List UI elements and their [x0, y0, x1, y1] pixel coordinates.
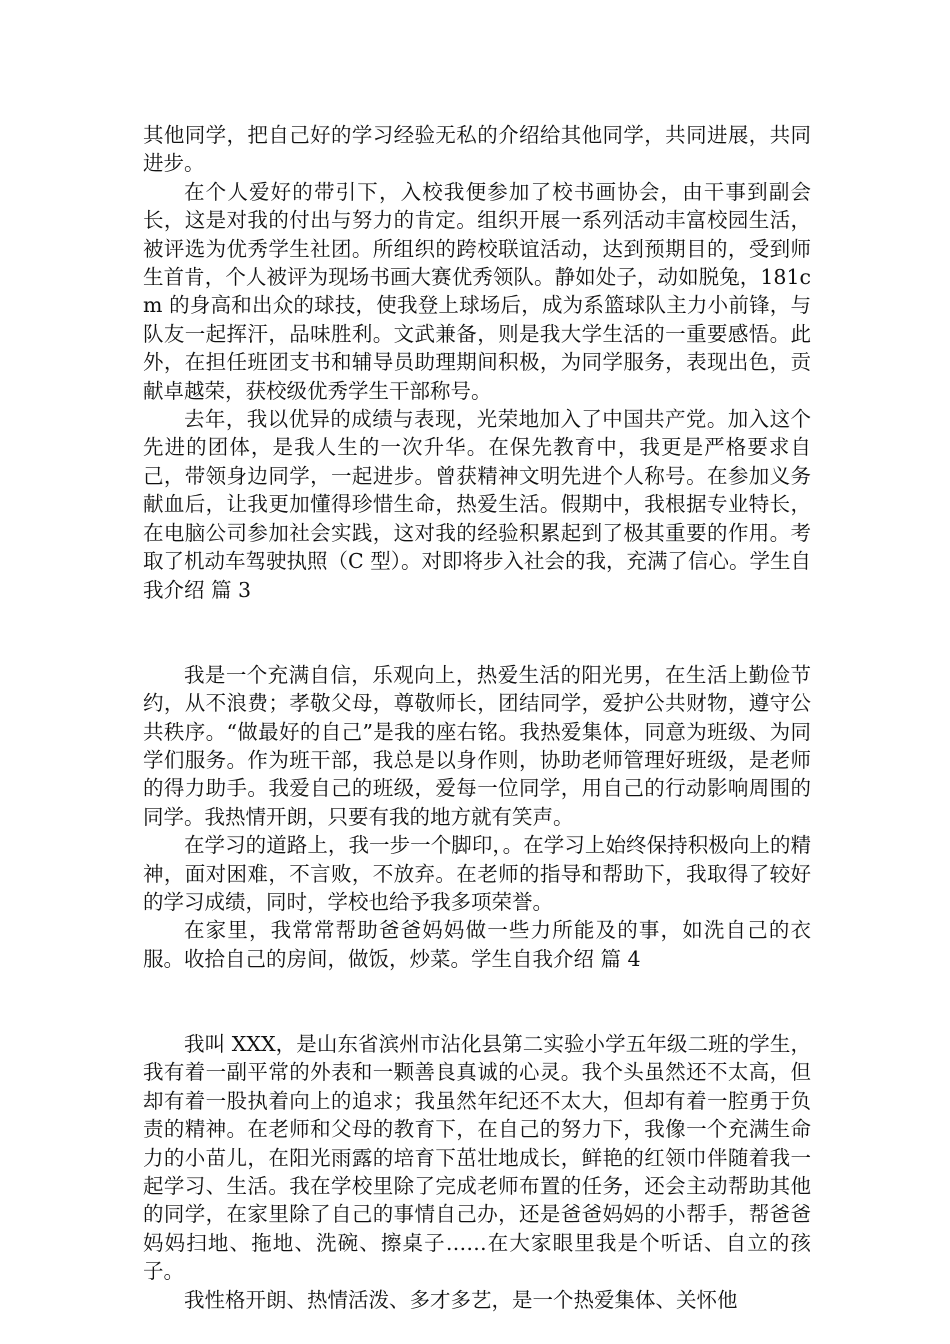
paragraph-personality: 我性格开朗、热情活泼、多才多艺，是一个热爱集体、关怀他: [184, 1287, 738, 1312]
paragraph-party-membership: 去年，我以优异的成绩与表现，光荣地加入了中国共产党。加入这个先进的团体，是我人生的一次升华。在保先教育中，我更是严格要求自己，带领身边同学，一起进步。曾获精神文明先进个人称号。在参加义务献血后，让我更加懂得珍惜生命，热爱生活。假期中，我根据专业特长，在电脑公司参加社会实践，这对我的经验积累起到了极其重要的作用。考取了机动车驾驶执照（C 型）。对即将步入社会的我，充满了信心。学生自我介绍 篇 3: [143, 407, 811, 602]
paragraph-home: 在家里，我常常帮助爸爸妈妈做一些力所能及的事，如洗自己的衣服。收拾自己的房间，做饭，炒菜。学生自我介绍 篇 4: [143, 918, 811, 971]
paragraph-self-intro-4: 我叫 XXX，是山东省滨州市沾化县第二实验小学五年级二班的学生，我有着一副平常的外表和一颗善良真诚的心灵。我个头虽然还不太高，但却有着一股执着向上的追求；我虽然年纪还不太大，但却有着一腔勇于负责的精神。在老师和父母的教育下，在自己的努力下，我像一个充满生命力的小苗儿，在阳光雨露的培育下茁壮地成长，鲜艳的红领巾伴随着我一起学习、生活。我在学校里除了完成老师布置的任务，还会主动帮助其他的同学，在家里除了自己的事情自己办，还是爸爸妈妈的小帮手，帮爸爸妈妈扫地、拖地、洗碗、擦桌子……在大家眼里我是个听话、自立的孩子。: [143, 1031, 811, 1284]
section-gap: [143, 604, 811, 661]
paragraph-continuation: 其他同学，把自己好的学习经验无私的介绍给其他同学，共同进展，共同进步。: [143, 123, 811, 176]
paragraph-self-intro-3: 我是一个充满自信，乐观向上，热爱生活的阳光男，在生活上勤俭节约，从不浪费；孝敬父母，尊敬师长，团结同学，爱护公共财物，遵守公共秩序。“做最好的自己”是我的座右铭。我热爱集体，同意为班级、为同学们服务。作为班干部，我总是以身作则，协助老师管理好班级，是老师的得力助手。我爱自己的班级，爱每一位同学，用自己的行动影响周围的同学。我热情开朗，只要有我的地方就有笑声。: [143, 662, 811, 829]
section-gap: [143, 973, 811, 1030]
document-body: [143, 121, 811, 1314]
paragraph-hobbies: 在个人爱好的带引下，入校我便参加了校书画协会，由干事到副会长，这是对我的付出与努力的肯定。组织开展一系列活动丰富校园生活，被评选为优秀学生社团。所组织的跨校联谊活动，达到预期目的，受到师生首肯，个人被评为现场书画大赛优秀领队。静如处子，动如脱兔，181cm 的身高和出众的球技，使我登上球场后，成为系篮球队主力小前锋，与队友一起挥汗，品味胜利。文武兼备，则是我大学生活的一重要感悟。此外，在担任班团支书和辅导员助理期间积极，为同学服务，表现出色，贡献卓越荣，获校级优秀学生干部称号。: [143, 179, 811, 403]
paragraph-study: 在学习的道路上，我一步一个脚印，。在学习上始终保持积极向上的精神，面对困难，不言败，不放弃。在老师的指导和帮助下，我取得了较好的学习成绩，同时，学校也给予我多项荣誉。: [143, 833, 811, 914]
